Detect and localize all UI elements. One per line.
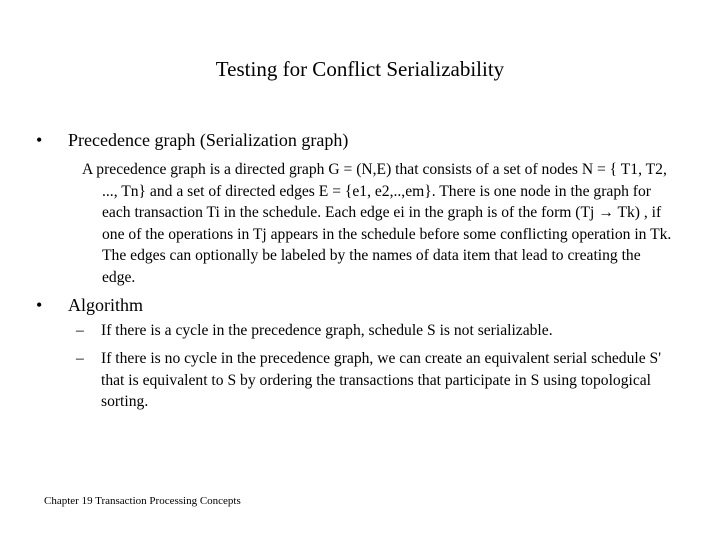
bullet-marker: • xyxy=(36,130,43,150)
bullet-precedence-graph xyxy=(36,129,676,151)
bullet-marker: • xyxy=(36,295,43,315)
algorithm-step-no-cycle xyxy=(76,348,676,413)
step-text: If there is a cycle in the precedence graph, schedule S is not serializable. xyxy=(101,322,553,339)
bullet-text: Algorithm xyxy=(68,295,143,315)
slide-footer: Chapter 19 Transaction Processing Concepts xyxy=(44,495,241,507)
dash-marker: – xyxy=(76,350,84,367)
bullet-algorithm xyxy=(36,294,676,316)
dash-marker: – xyxy=(76,322,84,339)
precedence-graph-definition: A precedence graph is a directed graph G = (N,E) that consists of a set of nodes N = { T1, T2, ..., Tn} and a set of directed edges E = {e1, e2,..,em}. There is one node in the graph for each transaction Ti in the schedule. Each edge ei in the graph is of the form (Tj → Tk) , if one of the operations in Tj appears in the schedule before some conflicting operation in Tk. The edges can optionally be labeled by the names of data item that lead to creating the edge. xyxy=(82,161,672,286)
slide-title: Testing for Conflict Serializability xyxy=(215,57,505,81)
step-text: If there is no cycle in the precedence graph, we can create an equivalent serial schedule S' that is equivalent to S by ordering the transactions that participate in S using topological sorting. xyxy=(101,350,662,411)
bullet-text: Precedence graph (Serialization graph) xyxy=(68,130,349,150)
algorithm-step-cycle xyxy=(76,320,676,342)
